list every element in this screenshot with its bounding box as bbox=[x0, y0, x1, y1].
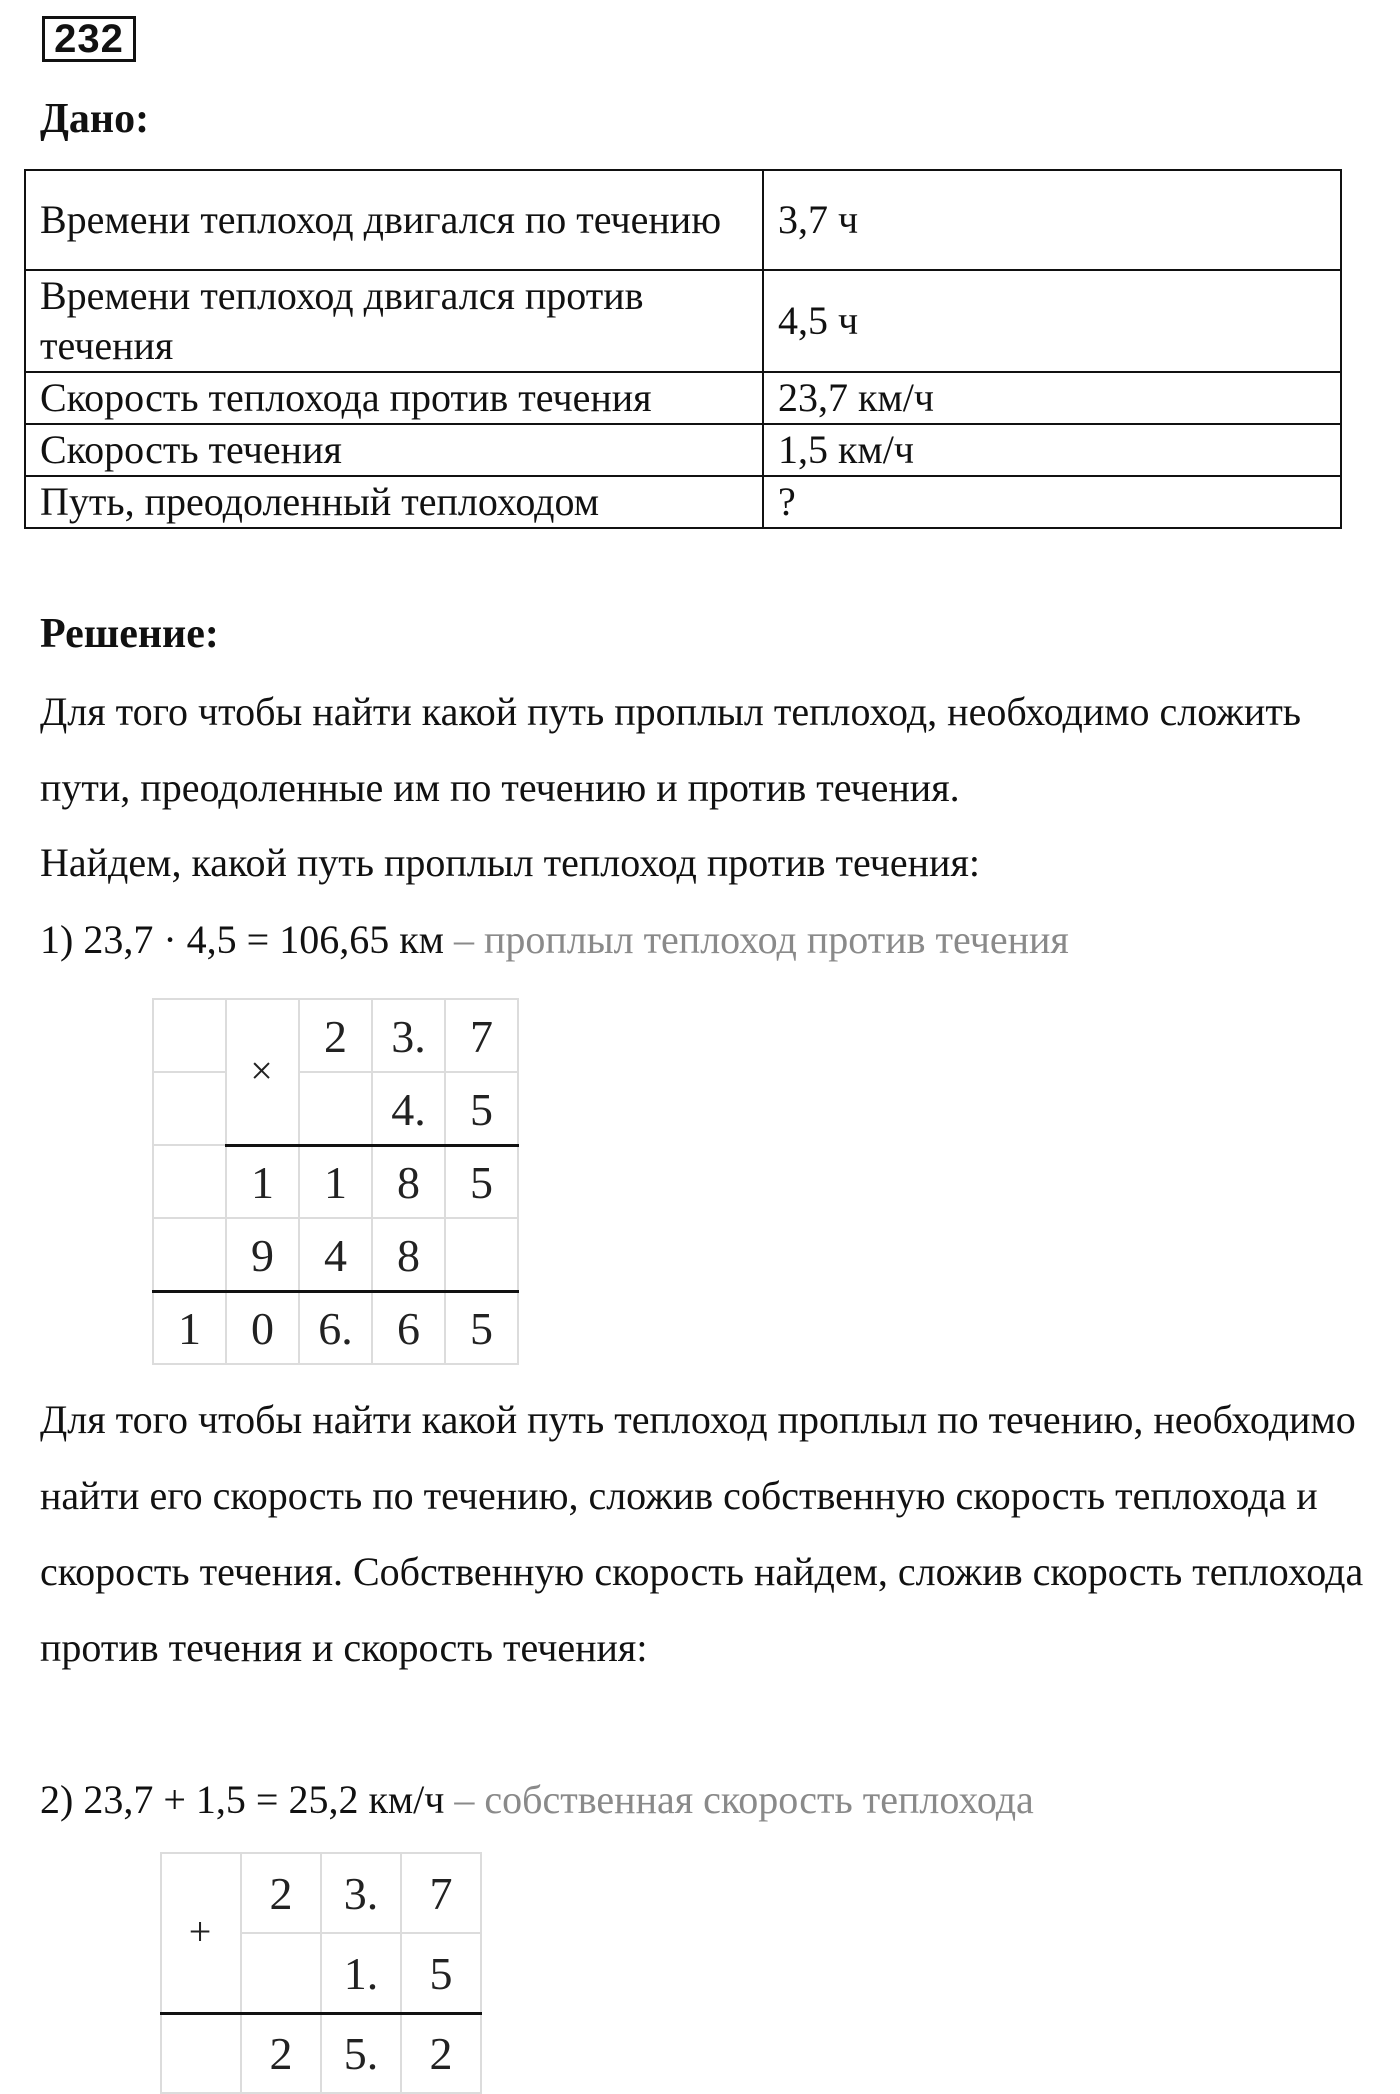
grid-cell: 1 bbox=[152, 1290, 227, 1365]
grid-cell: 8 bbox=[371, 1144, 446, 1219]
grid-cell bbox=[152, 1071, 227, 1146]
step-1 bbox=[40, 914, 1069, 966]
step-2-note: – собственная скорость теплохода bbox=[444, 1777, 1034, 1822]
solution-paragraph-3: Для того чтобы найти какой путь теплоход проплыл по течению, необходимо найти его скорость по течению, сложив собственную скорость теплохода и скорость течения. Собственную скорость найдем, сложив скорость теплохода против течения и скорость течения: bbox=[40, 1397, 1364, 1670]
grid-cell: 5. bbox=[320, 2012, 402, 2094]
given-row bbox=[25, 270, 1341, 372]
given-label: Времени теплоход двигался против течения bbox=[25, 270, 763, 372]
grid-cell: 4. bbox=[371, 1071, 446, 1146]
step-1-expression: 1) 23,7 · 4,5 = 106,65 км bbox=[40, 917, 444, 962]
given-value: 4,5 ч bbox=[763, 270, 1341, 372]
grid-cell: 7 bbox=[444, 998, 519, 1073]
given-label: Времени теплоход двигался по течению bbox=[25, 170, 763, 270]
given-table bbox=[24, 169, 1342, 529]
given-value: ? bbox=[763, 476, 1341, 528]
step-2 bbox=[40, 1774, 1034, 1826]
grid-cell bbox=[298, 1071, 373, 1146]
grid-cell: 2 bbox=[400, 2012, 482, 2094]
step-2-expression: 2) 23,7 + 1,5 = 25,2 км/ч bbox=[40, 1777, 445, 1822]
grid-cell: 0 bbox=[225, 1290, 300, 1365]
grid-cell: 7 bbox=[400, 1852, 482, 1934]
given-label: Скорость течения bbox=[25, 424, 763, 476]
given-row bbox=[25, 424, 1341, 476]
operator-sign: + bbox=[188, 1909, 212, 1954]
grid-cell: 5 bbox=[444, 1071, 519, 1146]
given-value: 3,7 ч bbox=[763, 170, 1341, 270]
grid-cell: 2 bbox=[298, 998, 373, 1073]
problem-number: 232 bbox=[42, 16, 136, 62]
grid-cell bbox=[444, 1217, 519, 1292]
solution-paragraph-2: Найдем, какой путь проплыл теплоход против течения: bbox=[40, 840, 980, 885]
result-line bbox=[152, 1290, 519, 1293]
grid-cell: 9 bbox=[225, 1217, 300, 1292]
given-row bbox=[25, 476, 1341, 528]
result-line bbox=[225, 1144, 519, 1147]
grid-cell: 5 bbox=[400, 1932, 482, 2014]
given-heading: Дано: bbox=[40, 96, 150, 142]
operator-sign: × bbox=[250, 1048, 273, 1093]
grid-cell: 1 bbox=[225, 1144, 300, 1219]
grid-cell bbox=[160, 2012, 242, 2094]
given-value: 1,5 км/ч bbox=[763, 424, 1341, 476]
solution-paragraph-1: Для того чтобы найти какой путь проплыл теплоход, необходимо сложить пути, преодоленные им по течению и против течения. bbox=[40, 689, 1302, 810]
grid-cell: 3. bbox=[371, 998, 446, 1073]
grid-cell: 8 bbox=[371, 1217, 446, 1292]
step-1-note: – проплыл теплоход против течения bbox=[443, 917, 1069, 962]
grid-cell: 1. bbox=[320, 1932, 402, 2014]
grid-cell: 5 bbox=[444, 1144, 519, 1219]
solution-heading: Решение: bbox=[40, 611, 219, 657]
grid-cell: 3. bbox=[320, 1852, 402, 1934]
given-label: Скорость теплохода против течения bbox=[25, 372, 763, 424]
grid-cell: 4 bbox=[298, 1217, 373, 1292]
given-value: 23,7 км/ч bbox=[763, 372, 1341, 424]
grid-cell: 2 bbox=[240, 1852, 322, 1934]
grid-cell bbox=[152, 998, 227, 1073]
grid-cell bbox=[240, 1932, 322, 2014]
grid-cell bbox=[152, 1217, 227, 1292]
grid-cell: 6 bbox=[371, 1290, 446, 1365]
grid-cell: 5 bbox=[444, 1290, 519, 1365]
given-row bbox=[25, 170, 1341, 270]
given-label: Путь, преодоленный теплоходом bbox=[25, 476, 763, 528]
grid-cell bbox=[152, 1144, 227, 1219]
given-row bbox=[25, 372, 1341, 424]
grid-cell: 2 bbox=[240, 2012, 322, 2094]
result-line bbox=[160, 2012, 482, 2015]
grid-cell: 1 bbox=[298, 1144, 373, 1219]
grid-cell: 6. bbox=[298, 1290, 373, 1365]
